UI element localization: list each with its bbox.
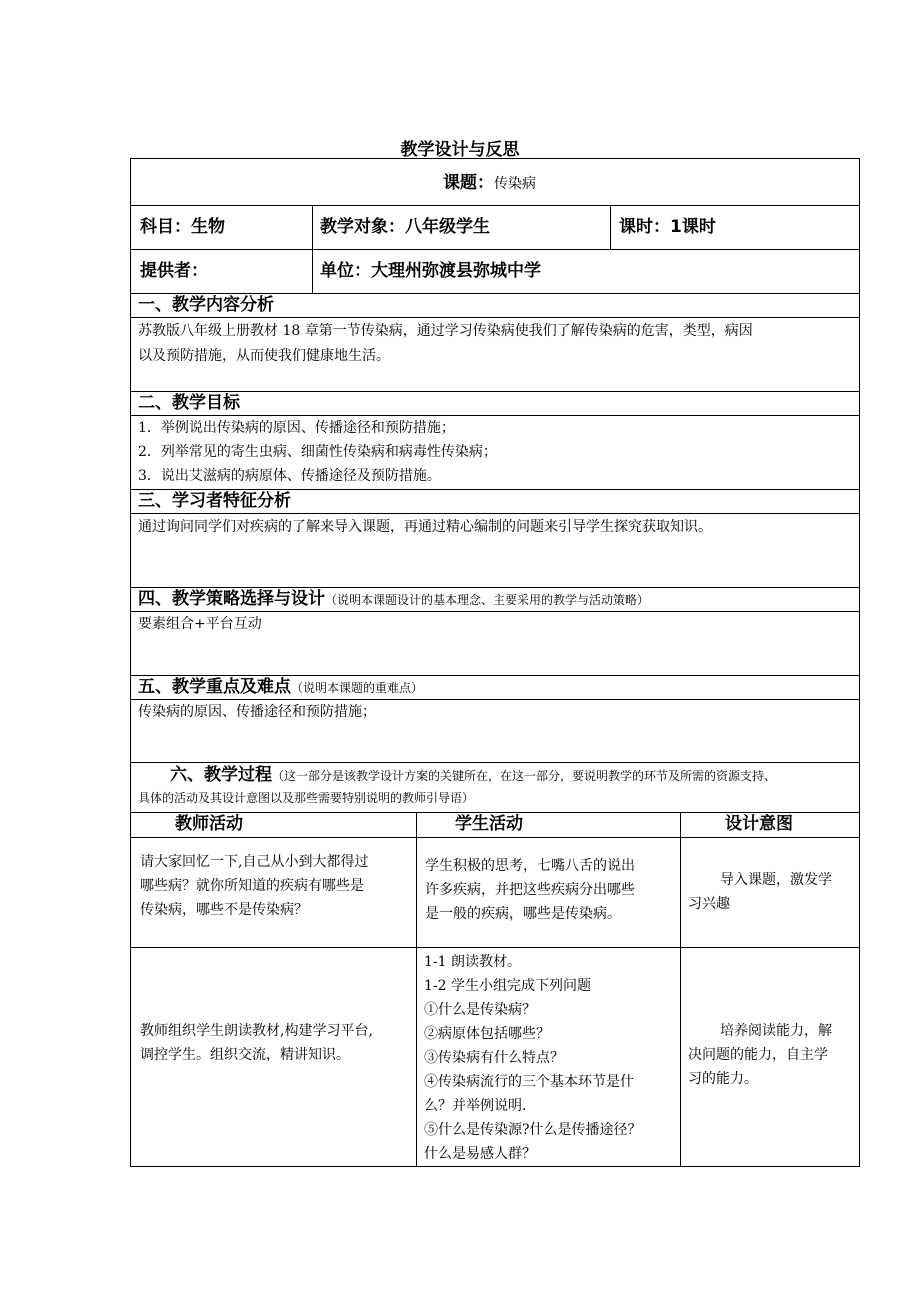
section6-heading: 六、教学过程 — [170, 765, 272, 785]
subject-cell: 科目：生物 — [140, 217, 225, 237]
section5-note: （说明本课题的重难点） — [291, 681, 424, 695]
section5-heading: 五、教学重点及难点 — [138, 677, 291, 697]
provider-cell: 提供者： — [140, 261, 208, 281]
section4-heading: 四、教学策略选择与设计 — [138, 589, 325, 609]
section5-heading-row — [138, 676, 423, 700]
goal-item: 3．说出艾滋病的病原体、传播途径及预防措施。 — [138, 468, 441, 484]
section2-heading: 二、教学目标 — [138, 393, 240, 413]
header-intent: 设计意图 — [725, 814, 793, 834]
section1-line: 以及预防措施，从而使我们健康地生活。 — [138, 348, 390, 364]
document-title: 教学设计与反思 — [400, 140, 520, 160]
topic-label: 课题： — [443, 173, 494, 193]
teacher-cell: 教师组织学生朗读教材,构建学习平台, 调控学生。组织交流，精讲知识。 — [140, 1023, 373, 1063]
section4-line: 要素组合+平台互动 — [138, 616, 262, 632]
section3-line: 通过询问同学们对疾病的了解来导入课题，再通过精心编制的问题来引导学生探究获取知识。 — [138, 519, 712, 535]
section3-heading: 三、学习者特征分析 — [138, 491, 291, 511]
topic-value: 传染病 — [494, 176, 536, 192]
section4-heading-row — [138, 588, 649, 612]
section4-note: （说明本课题设计的基本理念、主要采用的教学与活动策略） — [325, 593, 650, 607]
student-cell: 1-1 朗读教材。 1-2 学生小组完成下列问题 ①什么是传染病？ ②病原体包括哪些？ ③传染病有什么特点？ ④传染病流行的三个基本环节是什 么？并举例说明. ⑤什么是传染源?什么是传播途径？ 什么是易感人群？ — [424, 954, 642, 1162]
section6-heading-row — [170, 764, 776, 788]
goal-item: 2．列举常见的寄生虫病、细菌性传染病和病毒性传染病； — [138, 444, 497, 460]
header-student: 学生活动 — [455, 814, 523, 834]
goal-item: 1．举例说出传染病的原因、传播途径和预防措施； — [138, 420, 455, 436]
section5-line: 传染病的原因、传播途径和预防措施； — [138, 704, 376, 720]
student-cell: 学生积极的思考，七嘴八舌的说出 许多疾病，并把这些疾病分出哪些 是一般的疾病，哪些是传染病。 — [425, 858, 635, 922]
audience-cell: 教学对象：八年级学生 — [320, 217, 490, 237]
unit-cell: 单位：大理州弥渡县弥城中学 — [320, 261, 541, 281]
section6-note: （这一部分是该教学设计方案的关键所在，在这一部分，要说明教学的环节及所需的资源支持、 — [272, 769, 777, 783]
section1-line: 苏教版八年级上册教材 18 章第一节传染病，通过学习传染病使我们了解传染病的危害，类型，病因 — [138, 323, 753, 339]
hours-cell: 课时：1课时 — [619, 217, 716, 237]
topic-row — [443, 172, 536, 196]
teacher-cell: 请大家回忆一下,自己从小到大都得过 哪些病？就你所知道的疾病有哪些是 传染病，哪些不是传染病？ — [140, 854, 369, 918]
header-teacher: 教师活动 — [175, 814, 243, 834]
intent-cell: 导入课题，激发学 习兴趣 — [688, 872, 832, 912]
section1-heading: 一、教学内容分析 — [138, 295, 274, 315]
intent-cell: 培养阅读能力，解 决问题的能力，自主学 习的能力。 — [688, 1023, 832, 1087]
section6-note-cont: 具体的活动及其设计意图以及那些需要特别说明的教师引导语） — [138, 791, 475, 805]
